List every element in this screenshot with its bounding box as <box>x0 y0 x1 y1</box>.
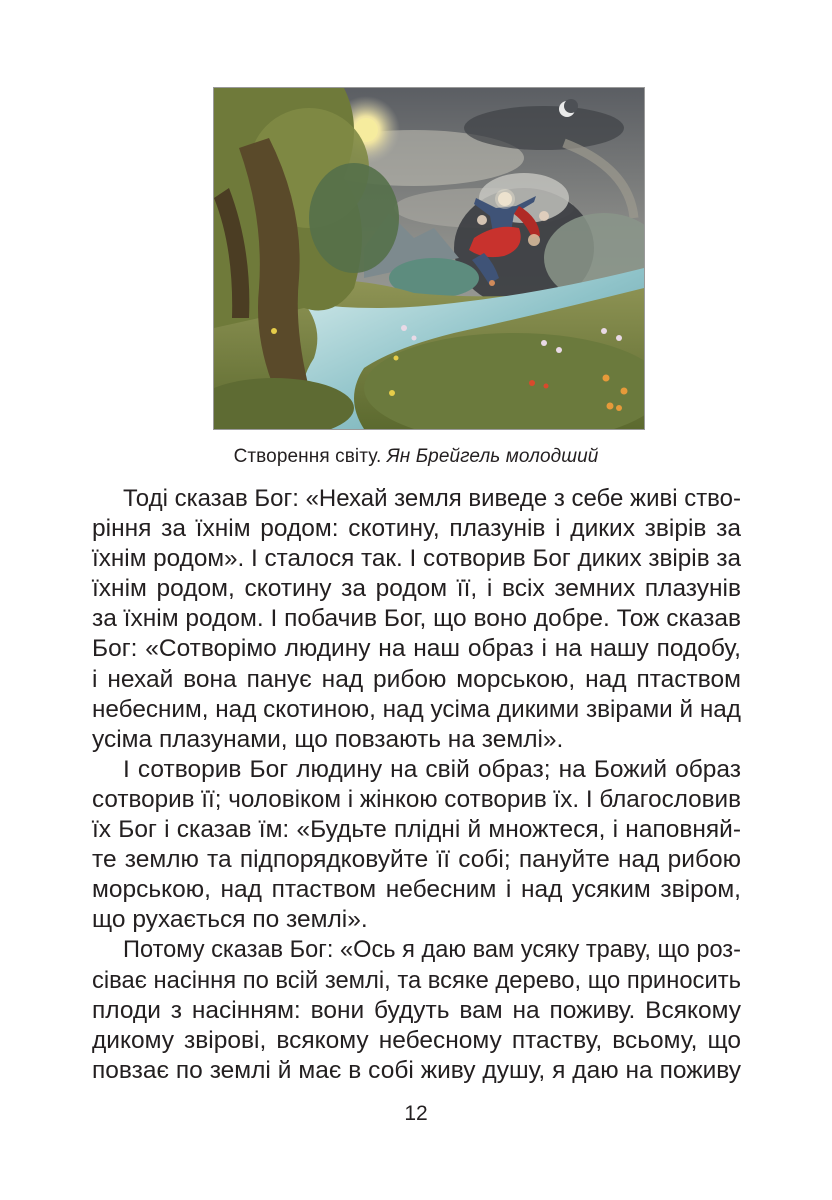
paragraph-1 <box>92 484 741 755</box>
text-line: дикому звірові, всякому небесному птаству, всьому, що <box>92 1026 741 1054</box>
caption-title: Створення світу. <box>233 446 382 467</box>
paragraph-2 <box>92 755 741 936</box>
figure-caption <box>0 446 832 468</box>
text-line: їх Бог і сказав їм: «Будьте плідні й множтеся, і наповняй- <box>92 816 741 844</box>
caption-author: Ян Брейгель молодший <box>386 446 599 467</box>
text-line: плоди з насінням: вони будуть вам на поживу. Всякому <box>92 996 741 1024</box>
text-line: їхнім родом». І сталося так. І сотворив Бог диких звірів за <box>92 545 741 573</box>
text-line: сотворив її; чоловіком і жінкою сотворив їх. І благословив <box>92 785 741 813</box>
text-line: І сотворив Бог людину на свій образ; на Божий образ <box>123 755 741 783</box>
page-number: 12 <box>404 1102 428 1125</box>
painting-creation-of-the-world <box>213 87 645 430</box>
text-line: їхнім родом, скотину за родом її, і всіх земних плазунів <box>92 575 741 603</box>
text-line: Бог: «Сотворімо людину на наш образ і на нашу подобу, <box>92 635 741 663</box>
text-line: за їхнім родом. І побачив Бог, що воно добре. Тож сказав <box>92 605 741 633</box>
paragraph-3 <box>92 935 741 1085</box>
text-line: і нехай вона панує над рибою морською, над птаством <box>92 665 741 693</box>
body-text <box>92 484 741 1086</box>
text-line: Потому сказав Бог: «Ось я даю вам усяку траву, що роз- <box>122 936 741 964</box>
text-line: сіває насіння по всій землі, та всяке дерево, що приносить <box>92 966 741 994</box>
text-line: повзає по землі й має в собі живу душу, я даю на поживу <box>92 1056 741 1084</box>
text-line: морською, над птаством небесним і над усяким звіром, <box>92 876 741 904</box>
text-line: те землю та підпорядковуйте її собі; пануйте над рибою <box>92 846 741 874</box>
text-line: що рухається по землі». <box>92 906 368 934</box>
text-line: небесним, над скотиною, над усіма дикими звірами й над <box>92 695 741 723</box>
text-line: Тоді сказав Бог: «Нехай земля виведе з себе живі ство- <box>122 485 741 512</box>
painting-illustration <box>214 88 644 429</box>
text-line: усіма плазунами, що повзають на землі». <box>92 725 564 753</box>
text-line: ріння за їхнім родом: скотину, плазунів і диких звірів за <box>92 515 741 543</box>
